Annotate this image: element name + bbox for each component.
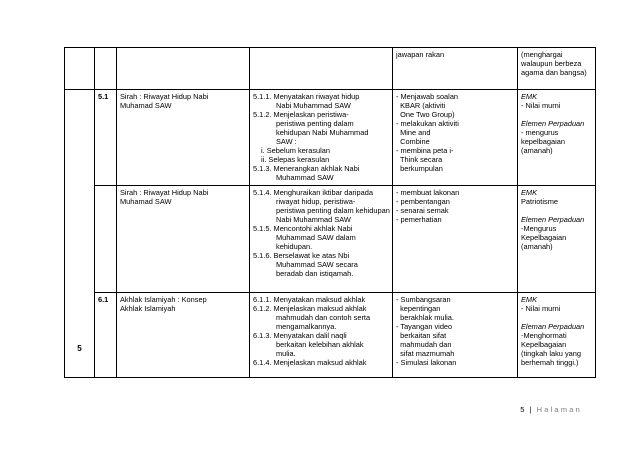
values-line: EMK bbox=[521, 92, 538, 101]
standard-line: 5.1.3. Menerangkan akhlak Nabi bbox=[253, 164, 360, 173]
page-number: 5 bbox=[520, 405, 525, 414]
values-line: walaupun berbeza bbox=[521, 59, 582, 68]
standard-line: mengamalkannya. bbox=[276, 322, 337, 331]
activity-line: berkaitan sifat bbox=[396, 331, 447, 340]
values-line: berhemah tinggi.) bbox=[521, 358, 579, 367]
standard-line: Muhammad SAW secara bbox=[276, 260, 358, 269]
values-cell bbox=[518, 48, 596, 90]
activity-line: - membuat lakonan bbox=[396, 188, 460, 197]
values-line: Eleman Perpaduan bbox=[521, 322, 585, 331]
standard-line: 6.1.2. Menjelaskan maksud akhlak bbox=[253, 304, 367, 313]
values-line: (tingkah laku yang bbox=[521, 349, 581, 358]
values-line: Elemen Perpaduan bbox=[521, 215, 585, 224]
values-line bbox=[521, 110, 592, 119]
activity-line: One Two Group) bbox=[396, 110, 455, 119]
activity-line: kepentingan bbox=[396, 304, 441, 313]
learning-standard-cell bbox=[250, 90, 393, 186]
activity-line: - membina peta i- bbox=[396, 146, 454, 155]
page-label: Halaman bbox=[536, 405, 582, 414]
activity-line: berkumpulan bbox=[396, 164, 443, 173]
standard-line: mahmudah dan contoh serta bbox=[276, 313, 371, 322]
standard-line: 5.1.4. Menghuraikan iktibar daripada bbox=[253, 188, 373, 197]
table-row bbox=[65, 186, 596, 293]
values-line bbox=[521, 313, 592, 322]
learning-standard-cell bbox=[250, 48, 393, 90]
standard-line: beradab dan istiqamah. bbox=[276, 269, 354, 278]
standard-line: Muhammad SAW bbox=[276, 173, 334, 182]
standard-line: Nabi Muhammad SAW bbox=[276, 101, 351, 110]
topic-cell bbox=[117, 48, 250, 90]
activity-cell bbox=[393, 293, 518, 378]
topic-line: Akhlak Islamiyah bbox=[120, 304, 176, 313]
activity-line: Combine bbox=[396, 137, 430, 146]
table-row bbox=[65, 90, 596, 186]
values-line: - Nilai murni bbox=[521, 304, 561, 313]
page-footer bbox=[520, 405, 582, 414]
standard-line: riwayat hidup, peristiwa- bbox=[276, 197, 356, 206]
values-line: -Mengurus bbox=[521, 224, 557, 233]
topic-line: Sirah : Riwayat Hidup Nabi bbox=[120, 92, 209, 101]
lesson-plan-table bbox=[64, 47, 596, 378]
values-line: (amanah) bbox=[521, 146, 553, 155]
values-line: Kepelbagaian bbox=[521, 340, 567, 349]
activity-cell bbox=[393, 48, 518, 90]
standard-line: 5.1.1. Menyatakan riwayat hidup bbox=[253, 92, 360, 101]
topic-line: Muhamad SAW bbox=[120, 101, 172, 110]
activity-line: - Simulasi lakonan bbox=[396, 358, 457, 367]
learning-standard-cell bbox=[250, 293, 393, 378]
topic-line: Akhlak Islamiyah : Konsep bbox=[120, 295, 207, 304]
standard-line: kehidupan Nabi Muhammad bbox=[276, 128, 369, 137]
values-cell bbox=[518, 90, 596, 186]
activity-line: KBAR (aktiviti bbox=[396, 101, 446, 110]
activity-line: mahmudah dan bbox=[396, 340, 452, 349]
activity-line: Think secara bbox=[396, 155, 443, 164]
standard-line: ii. Selepas kerasulan bbox=[261, 155, 330, 164]
week-cell bbox=[65, 48, 95, 90]
values-cell bbox=[518, 186, 596, 293]
activity-cell bbox=[393, 90, 518, 186]
standard-line: i. Sebelum kerasulan bbox=[261, 146, 331, 155]
activity-line: - Menjawab soalan bbox=[396, 92, 459, 101]
standard-line: Nabi Muhammad SAW bbox=[276, 215, 351, 224]
standard-line: 5.1.6. Berselawat ke atas Nbi bbox=[253, 251, 350, 260]
values-line: (menghargai bbox=[521, 50, 563, 59]
activity-cell bbox=[393, 186, 518, 293]
activity-line: - Sumbangsaran bbox=[396, 295, 451, 304]
topic-cell bbox=[117, 90, 250, 186]
values-line: Patriotisme bbox=[521, 197, 558, 206]
standard-line: kehidupan. bbox=[276, 242, 313, 251]
values-line: agama dan bangsa) bbox=[521, 68, 587, 77]
activity-line: - pembentangan bbox=[396, 197, 450, 206]
week-number: 5 bbox=[65, 90, 95, 378]
activity-line: sifat mazmumah bbox=[396, 349, 455, 358]
standard-line: mulia. bbox=[276, 349, 296, 358]
values-line: -Menghormati bbox=[521, 331, 567, 340]
activity-line: berakhlak mulia. bbox=[396, 313, 454, 322]
values-cell bbox=[518, 293, 596, 378]
table-row bbox=[65, 48, 596, 90]
topic-cell bbox=[117, 293, 250, 378]
values-line: (amanah) bbox=[521, 242, 553, 251]
activity-line: - senarai semak bbox=[396, 206, 449, 215]
standard-line: Muhammad SAW dalam bbox=[276, 233, 356, 242]
standard-line: 5.1.5. Mencontohi akhlak Nabi bbox=[253, 224, 353, 233]
standard-number: 5.1 bbox=[95, 90, 117, 186]
values-line: - mengurus bbox=[521, 128, 559, 137]
standard-line: 5.1.2. Menjelaskan peristiwa- bbox=[253, 110, 349, 119]
standard-line: 6.1.1. Menyatakan maksud akhlak bbox=[253, 295, 366, 304]
standard-line: peristiwa penting dalam bbox=[276, 119, 354, 128]
footer-separator: | bbox=[529, 405, 532, 414]
values-line: Elemen Perpaduan bbox=[521, 119, 585, 128]
values-line: - Nilai murni bbox=[521, 101, 561, 110]
standard-line: SAW : bbox=[276, 137, 297, 146]
standard-number bbox=[95, 48, 117, 90]
values-line: EMK bbox=[521, 295, 538, 304]
activity-line: - pemerhatian bbox=[396, 215, 442, 224]
standard-line: berkaitan kelebihan akhlak bbox=[276, 340, 364, 349]
standard-line: 6.1.4. Menjelaskan maksud akhlak bbox=[253, 358, 367, 367]
learning-standard-cell bbox=[250, 186, 393, 293]
activity-line: jawapan rakan bbox=[396, 50, 445, 59]
table-row bbox=[65, 293, 596, 378]
topic-line: Sirah : Riwayat Hidup Nabi bbox=[120, 188, 209, 197]
values-line: EMK bbox=[521, 188, 538, 197]
values-line: kepelbagaian bbox=[521, 137, 565, 146]
topic-cell bbox=[117, 186, 250, 293]
standard-number bbox=[95, 186, 117, 293]
activity-line: - Tayangan video bbox=[396, 322, 453, 331]
topic-line: Muhamad SAW bbox=[120, 197, 172, 206]
standard-line: peristiwa penting dalam kehidupan bbox=[276, 206, 390, 215]
values-line: Kepelbagaian bbox=[521, 233, 567, 242]
values-line bbox=[521, 206, 592, 215]
activity-line: Mine and bbox=[396, 128, 431, 137]
standard-line: 6.1.3. Menyatakan dalil naqli bbox=[253, 331, 347, 340]
standard-number: 6.1 bbox=[95, 293, 117, 378]
activity-line: - melakukan aktiviti bbox=[396, 119, 459, 128]
